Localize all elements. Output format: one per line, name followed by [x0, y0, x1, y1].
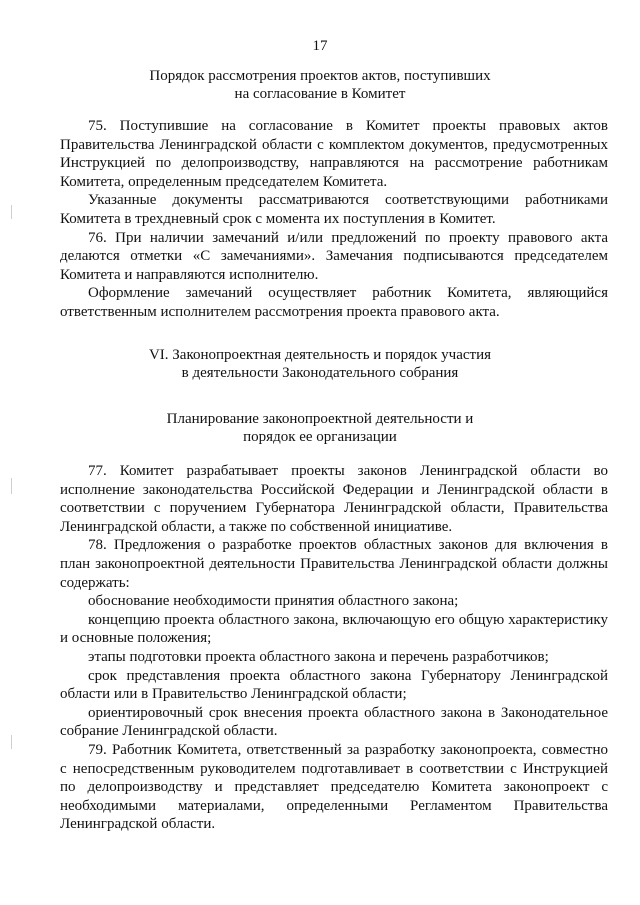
list-item-concept: концепцию проекта областного закона, включающую его общую характеристику и основные положения;: [60, 611, 608, 647]
scan-margin-line-middle: [11, 478, 12, 494]
paragraph-75-documents: Указанные документы рассматриваются соответствующими работниками Комитета в трехдневный срок с момента их поступления в Комитет.: [60, 192, 608, 227]
paragraph-75: 75. Поступившие на согласование в Комитет проекты правовых актов Правительства Ленинградской области с комплектом документов, предусмотренных Инструкцией по делопроизводству, направляются на рассмотрение работникам Комитета, определенным председателем Комитета.: [60, 118, 608, 190]
scan-margin-line-top: [11, 205, 12, 219]
paragraph-77: 77. Комитет разрабатывает проекты законов Ленинградской области во исполнение законодательства Российской Федерации и Ленинградской области в соответствии с поручением Губернатора Ленинградской области, Правительства Ленинградской области, а также по собственной инициативе.: [60, 463, 608, 535]
list-item-introduction-deadline: ориентировочный срок внесения проекта областного закона в Законодательное собрание Ленинградской области.: [60, 704, 608, 740]
section-heading-approval-procedure: [0, 67, 640, 103]
section-planning-body: [60, 462, 608, 834]
page-number: 17: [312, 38, 328, 54]
heading-line: порядок ее организации: [243, 429, 397, 445]
heading-line: Порядок рассмотрения проектов актов, поступивших: [149, 68, 491, 84]
chapter-heading-vi: [0, 346, 640, 382]
list-item-justification: обоснование необходимости принятия областного закона;: [88, 593, 459, 610]
list-item-submission-deadline: срок представления проекта областного закона Губернатору Ленинградской области или в Правительство Ленинградской области;: [60, 667, 608, 703]
section-approval-procedure-body: [60, 117, 608, 322]
heading-line: VI. Законопроектная деятельность и порядок участия: [148, 347, 492, 363]
paragraph-76-remarks: Оформление замечаний осуществляет работник Комитета, являющийся ответственным исполнителем рассмотрения проекта правового акта.: [60, 285, 608, 320]
heading-line: в деятельности Законодательного собрания: [181, 365, 459, 381]
paragraph-79: 79. Работник Комитета, ответственный за разработку законопроекта, совместно с непосредственным руководителем подготавливает в соответствии с Инструкцией по делопроизводству и представляет председателю Комитета законопроект с необходимыми материалами, определенными Регламентом Правительства Ленинградской области.: [60, 741, 608, 833]
paragraph-76: 76. При наличии замечаний и/или предложений по проекту правового акта делаются отметки «С замечаниями». Замечания подписываются председателем Комитета и направляются исполнителю.: [60, 229, 608, 283]
list-item-stages: этапы подготовки проекта областного закона и перечень разработчиков;: [88, 648, 549, 665]
heading-line: Планирование законопроектной деятельности и: [166, 411, 474, 427]
heading-line: на согласование в Комитет: [234, 86, 406, 102]
paragraph-78: 78. Предложения о разработке проектов областных законов для включения в план законопроектной деятельности Правительства Ленинградской области должны содержать:: [60, 537, 608, 591]
subsection-heading-planning: [0, 410, 640, 446]
scan-margin-line-bottom: [11, 735, 12, 749]
